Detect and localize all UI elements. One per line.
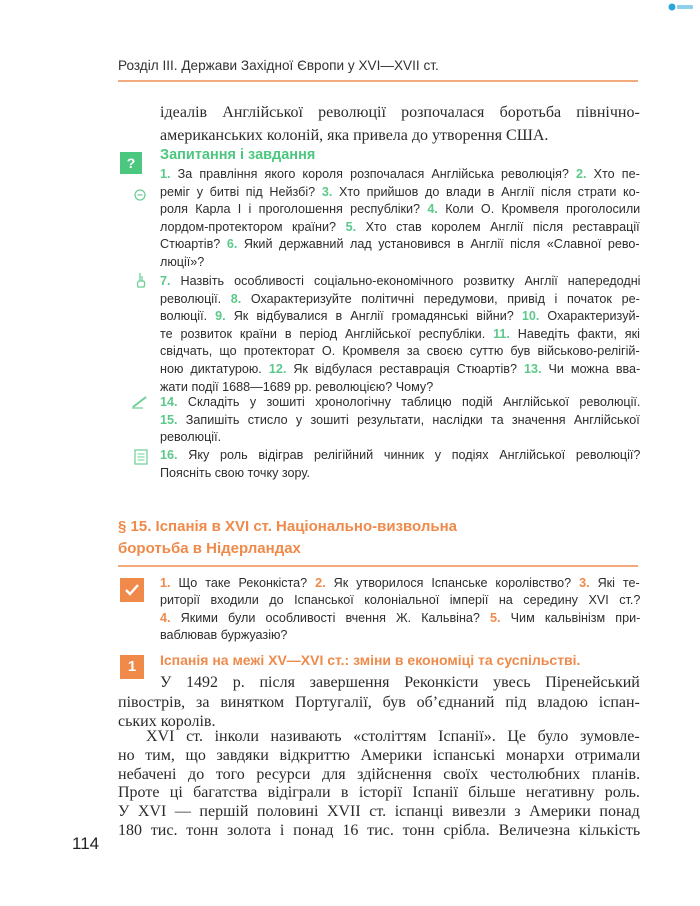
question-text: Охарактеризуй- bbox=[539, 309, 640, 324]
question-text: Як відбувалися в Англії громадянські війни? bbox=[225, 309, 522, 324]
question-text: ною диктатурою. bbox=[160, 362, 269, 376]
question-line bbox=[160, 184, 640, 202]
question-line bbox=[160, 592, 640, 610]
question-text: люції»? bbox=[160, 255, 205, 269]
question-line bbox=[160, 273, 640, 291]
question-text: Охарактеризуйте політичні передумови, привід і початок ре- bbox=[241, 291, 640, 306]
question-text: Як утворилося Іспанське королівство? bbox=[325, 576, 580, 590]
question-number: 14. bbox=[160, 395, 178, 409]
text-line: XVI ст. інколи називають «століттям Іспанії». Це було зумовле- bbox=[146, 728, 640, 745]
question-number: 12. bbox=[268, 362, 287, 376]
question-text: Що таке Реконкіста? bbox=[170, 576, 316, 590]
question-text: роля Карла І і проголошення республіки? bbox=[160, 202, 428, 217]
text-line: півострів, за винятком Португалії, був об’єднаний під владою іспан- bbox=[118, 693, 640, 711]
question-number: 5. bbox=[345, 219, 357, 234]
question-text: Які те- bbox=[589, 576, 640, 590]
question-number: 8. bbox=[230, 291, 242, 306]
question-text: Чим кальвінізм при- bbox=[500, 610, 641, 625]
question-line bbox=[160, 201, 640, 219]
question-text: лордом-протектором країни? bbox=[160, 219, 346, 234]
question-text: волюції. bbox=[160, 309, 216, 324]
question-text: Стюартів? bbox=[160, 237, 227, 252]
question-number: 15. bbox=[160, 412, 178, 427]
question-number: 4. bbox=[427, 202, 438, 217]
text-line: ідеалів Англійської революції розпочалася боротьба північно- bbox=[160, 104, 640, 121]
question-text: Хто став королем Англії після реставрації bbox=[356, 219, 640, 234]
question-line bbox=[160, 447, 640, 465]
text-line: американських колоній, яка привела до утворення США. bbox=[160, 127, 549, 144]
question-line bbox=[160, 308, 640, 326]
question-number: 3. bbox=[579, 576, 590, 590]
question-number: 11. bbox=[493, 326, 510, 341]
question-line bbox=[160, 236, 640, 254]
notebook-icon bbox=[134, 449, 148, 465]
question-number: 1. bbox=[160, 167, 171, 181]
question-text: Назвіть особливості соціально-економічного розвитку Англії напередодні bbox=[170, 274, 641, 288]
text-line: но тим, що завдяки відкриттю Америки іспанські монархи отримали bbox=[118, 746, 641, 764]
question-number: 2. bbox=[315, 576, 326, 590]
question-text: жати події 1688—1689 рр. революцією? Чому? bbox=[160, 379, 434, 394]
question-line bbox=[160, 166, 640, 184]
clock-icon bbox=[134, 189, 146, 201]
text-line: 180 тис. тонн золота і понад 16 тис. тонн срібла. Величезна кількість bbox=[118, 822, 641, 839]
question-line bbox=[160, 610, 640, 628]
question-text: те розвиток країни в період Англійської республіки. bbox=[160, 326, 494, 341]
question-text: революції. bbox=[160, 430, 222, 445]
text-line: Проте ці багатства відіграли в історії Іспанії більше негативну роль. bbox=[118, 784, 640, 802]
section-divider bbox=[118, 565, 638, 567]
text-line: У XVI — першій половині XVII ст. іспанці вивезли з Америки понад bbox=[118, 803, 640, 821]
questions-group-2 bbox=[160, 273, 640, 393]
page-number: 114 bbox=[72, 834, 100, 853]
question-text: реміг у битві під Нейзбі? bbox=[160, 184, 322, 199]
pen-icon bbox=[131, 395, 149, 409]
question-text: Наведіть факти, які bbox=[509, 326, 640, 341]
question-text: Поясніть свою точку зору. bbox=[160, 465, 310, 480]
question-line bbox=[160, 465, 310, 483]
intro-paragraph bbox=[160, 102, 640, 148]
question-number: 9. bbox=[215, 309, 226, 324]
question-text: революції. bbox=[160, 291, 231, 306]
review-questions bbox=[160, 575, 640, 645]
question-number: 2. bbox=[576, 167, 587, 181]
question-text: Коли О. Кромвеля проголосили bbox=[437, 202, 641, 217]
question-line bbox=[160, 343, 640, 361]
question-line bbox=[160, 291, 640, 309]
question-line bbox=[160, 627, 287, 645]
question-text: свідчать, що протекторат О. Кромвеля за своєю суттю був військово-релігій- bbox=[160, 344, 640, 359]
question-number: 5. bbox=[490, 610, 501, 625]
question-line bbox=[160, 394, 640, 412]
header-divider bbox=[118, 80, 638, 82]
question-number: 1. bbox=[160, 576, 171, 590]
section-title-line: боротьба в Нідерландах bbox=[118, 540, 301, 557]
question-number: 13. bbox=[523, 362, 542, 376]
section-title bbox=[118, 516, 457, 560]
question-number: 3. bbox=[321, 184, 333, 199]
question-text: Чи можна вва- bbox=[541, 362, 641, 376]
text-line: У 1492 р. після завершення Реконкісти увесь Піренейський bbox=[160, 674, 640, 691]
question-text: Якими були особливості вчення Ж. Кальвіна? bbox=[170, 610, 491, 625]
checkmark-icon bbox=[120, 578, 144, 602]
running-header: Розділ ІІІ. Держави Західної Європи у XVI—XVII ст. bbox=[118, 58, 439, 73]
question-text: риторії входили до Іспанської колоніальної імперії на середину XVI ст.? bbox=[160, 593, 641, 608]
pointing-hand-icon bbox=[133, 272, 149, 290]
subsection-number-badge: 1 bbox=[120, 655, 144, 679]
question-number: 4. bbox=[160, 610, 171, 625]
question-line bbox=[160, 219, 640, 237]
subsection-heading: Іспанія на межі XV—XVI ст.: зміни в економіці та суспільстві. bbox=[160, 652, 581, 668]
questions-group-1 bbox=[160, 166, 640, 272]
question-text: Як відбулася реставрація Стюартів? bbox=[286, 362, 524, 376]
questions-group-3 bbox=[160, 394, 640, 446]
question-line bbox=[160, 575, 640, 593]
publisher-logo-icon bbox=[668, 2, 694, 12]
question-text: Складіть у зошиті хронологічну таблицю подій Англійської революції. bbox=[177, 395, 641, 409]
question-mark-icon: ? bbox=[120, 152, 142, 174]
question-text: ваблював буржуазію? bbox=[160, 628, 288, 643]
question-line bbox=[160, 361, 640, 379]
question-number: 7. bbox=[160, 274, 171, 288]
question-number: 10. bbox=[521, 309, 540, 324]
question-number: 6. bbox=[226, 237, 238, 252]
question-line bbox=[160, 429, 221, 447]
question-text: Хто пе- bbox=[586, 167, 640, 181]
questions-heading: Запитання і завдання bbox=[160, 147, 316, 163]
question-number: 16. bbox=[160, 448, 178, 462]
question-line bbox=[160, 326, 640, 344]
text-line: небачені до того ресурси для здійснення своїх честолюбних планів. bbox=[118, 765, 641, 783]
question-text: За правління якого короля розпочалася Англійська революція? bbox=[170, 167, 577, 181]
question-text: Яку роль відіграв релігійний чинник у подіях Англійської революції? bbox=[177, 448, 641, 462]
section-title-line: § 15. Іспанія в XVI ст. Національно-визвольна bbox=[118, 518, 457, 535]
question-text: Запишіть стисло у зошиті результати, наслідки та значення Англійської bbox=[177, 412, 640, 427]
question-text: Хто прийшов до влади в Англії після страти ко- bbox=[332, 184, 640, 199]
body-paragraph-1 bbox=[118, 672, 640, 730]
question-text: Який державний лад установився в Англії після «Славної рево- bbox=[237, 237, 640, 252]
question-line bbox=[160, 412, 640, 430]
body-paragraph-2 bbox=[118, 726, 640, 838]
questions-group-4 bbox=[160, 447, 640, 483]
text-line: ських королів. bbox=[118, 713, 216, 730]
question-line bbox=[160, 254, 204, 272]
